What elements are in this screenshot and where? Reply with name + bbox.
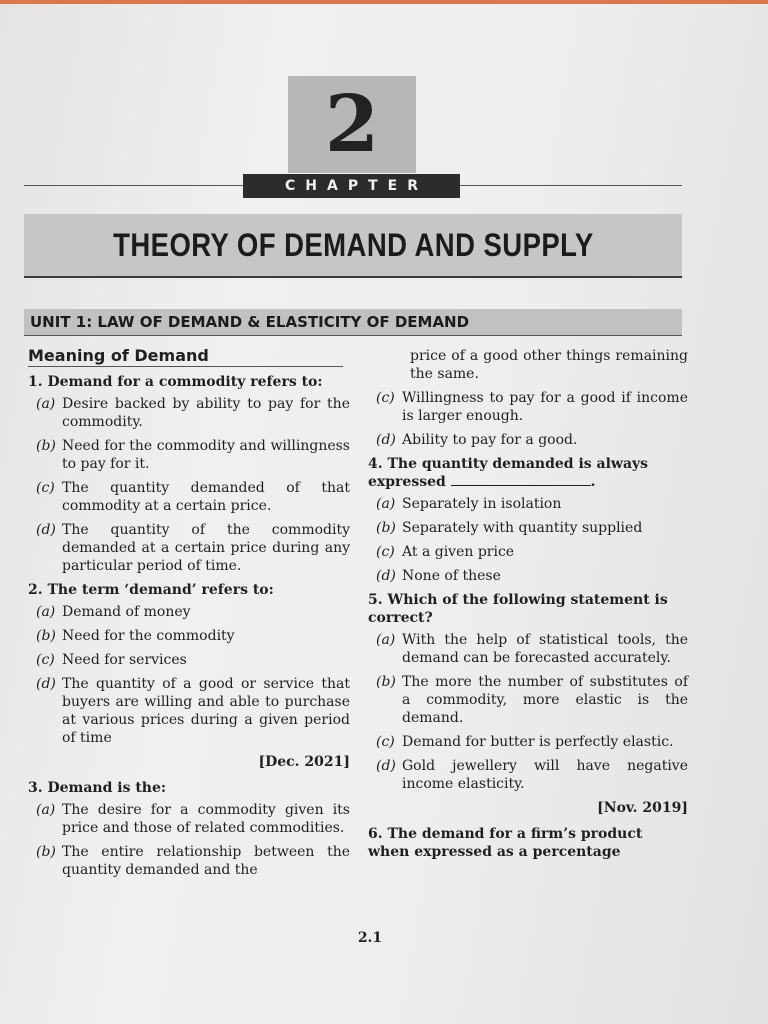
- q5-option-c: (c) Demand for butter is perfectly elastic.: [376, 734, 674, 750]
- q3-option-d: (d) Ability to pay for a good.: [376, 432, 578, 448]
- left-column: [28, 347, 350, 885]
- page-number: 2.1: [357, 930, 383, 946]
- question-3: 3. Demand is the:: [28, 780, 167, 796]
- q5-option-d: (d) Gold jewellery will have negative income elasticity.: [376, 758, 688, 792]
- q4-option-b: (b) Separately with quantity supplied: [376, 520, 643, 536]
- question-2: 2. The term ‘demand’ refers to:: [28, 582, 274, 598]
- unit-underline: [24, 335, 682, 336]
- answer-blank: [451, 474, 591, 486]
- question-4-end: .: [590, 474, 596, 490]
- q3-option-b-continued: price of a good other things remaining the same.: [410, 348, 688, 382]
- chapter-title-band: [24, 214, 682, 276]
- chapter-number: 2: [324, 78, 380, 170]
- q3-option-b: (b) The entire relationship between the quantity demanded and the: [36, 844, 350, 878]
- q5-option-a: (a) With the help of statistical tools, the demand can be forecasted accurately.: [376, 632, 688, 666]
- unit-heading-band: [24, 309, 682, 335]
- page-top-edge: [0, 0, 768, 4]
- q2-exam-tag: [Dec. 2021]: [258, 754, 350, 770]
- q2-option-a: (a) Demand of money: [36, 604, 191, 620]
- title-underline: [24, 276, 682, 278]
- q3-option-c: (c) Willingness to pay for a good if income is larger enough.: [376, 390, 688, 424]
- q1-option-c: (c) The quantity demanded of that commodity at a certain price.: [36, 480, 350, 514]
- q2-option-d: (d) The quantity of a good or service that buyers are willing and able to purchase at various prices during a given period of time: [36, 676, 350, 746]
- q4-option-d: (d) None of these: [376, 568, 501, 584]
- q1-option-d: (d) The quantity of the commodity demanded at a certain price during any particular period of time.: [36, 522, 350, 574]
- q4-option-c: (c) At a given price: [376, 544, 515, 560]
- q5-option-b: (b) The more the number of substitutes of a commodity, more elastic is the demand.: [376, 674, 688, 726]
- question-4-text: 4. The quantity demanded is always expressed: [368, 456, 649, 490]
- q2-option-b: (b) Need for the commodity: [36, 628, 235, 644]
- chapter-label: CHAPTER: [243, 174, 460, 198]
- q1-option-a: (a) Desire backed by ability to pay for the commodity.: [36, 396, 350, 430]
- q4-option-a: (a) Separately in isolation: [376, 496, 562, 512]
- question-4: [368, 455, 688, 491]
- unit-heading: UNIT 1: LAW OF DEMAND & ELASTICITY OF DEMAND: [30, 313, 470, 331]
- q5-exam-tag: [Nov. 2019]: [597, 800, 688, 816]
- chapter-title: THEORY OF DEMAND AND SUPPLY: [112, 226, 594, 263]
- question-5: 5. Which of the following statement is correct?: [368, 592, 668, 626]
- question-1: 1. Demand for a commodity refers to:: [28, 374, 323, 390]
- chapter-number-box: [288, 76, 416, 173]
- question-6: 6. The demand for a firm’s product when expressed as a percentage: [368, 826, 643, 860]
- right-column: [368, 347, 688, 865]
- q2-option-c: (c) Need for services: [36, 652, 187, 668]
- section-heading: Meaning of Demand: [28, 347, 343, 367]
- q1-option-b: (b) Need for the commodity and willingness to pay for it.: [36, 438, 350, 472]
- q3-option-a: (a) The desire for a commodity given its price and those of related commodities.: [36, 802, 350, 836]
